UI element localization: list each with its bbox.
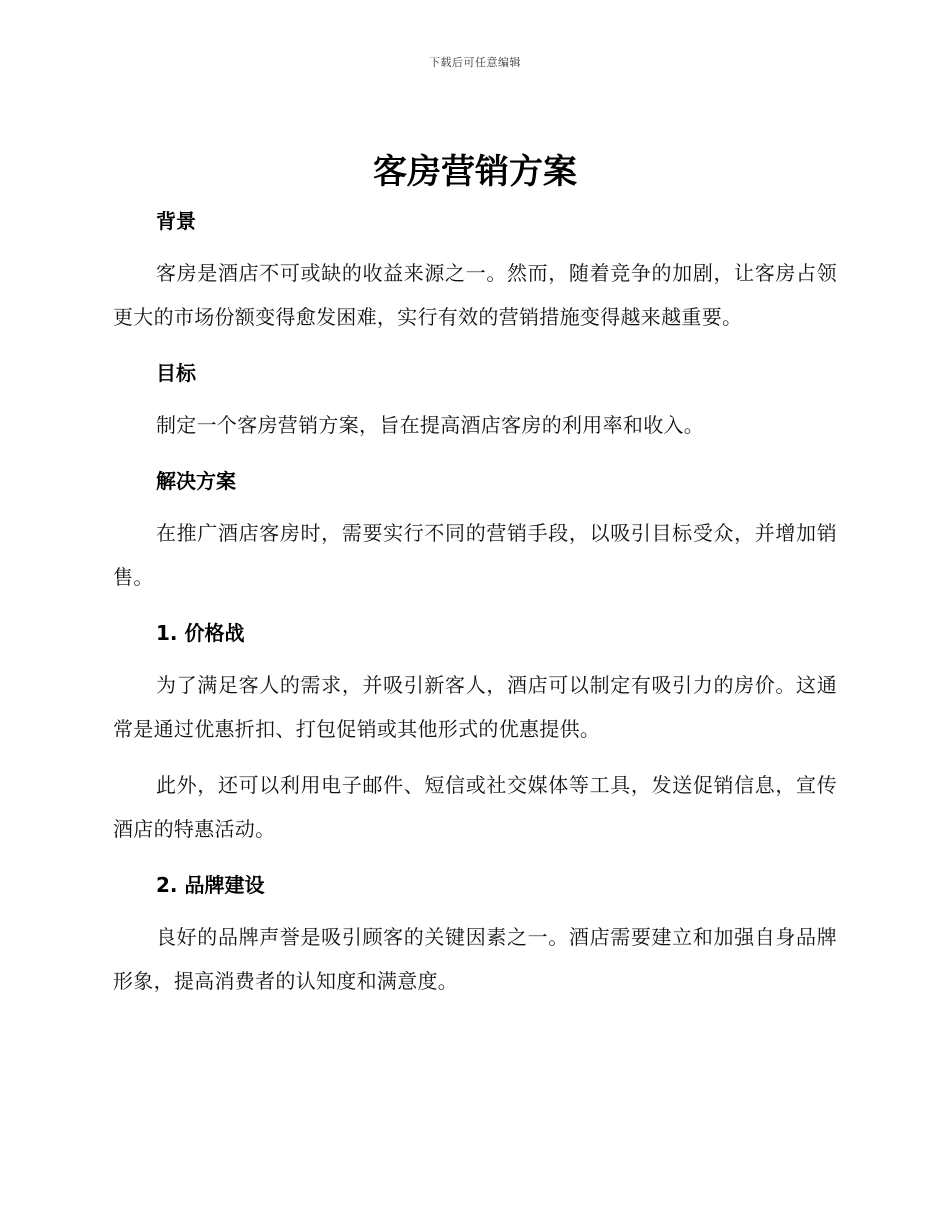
heading-price-war: 1. 价格战 (156, 621, 245, 645)
paragraph-branding: 良好的品牌声誉是吸引顾客的关键因素之一。酒店需要建立和加强自身品牌形象，提高消费者的认知度和满意度。 (113, 925, 837, 993)
paragraph-solution: 在推广酒店客房时，需要实行不同的营销手段，以吸引目标受众，并增加销售。 (113, 521, 837, 589)
heading-branding: 2. 品牌建设 (156, 873, 265, 897)
document-body (113, 203, 837, 1003)
paragraph-background: 客房是酒店不可或缺的收益来源之一。然而，随着竞争的加剧，让客房占领更大的市场份额变得愈发困难，实行有效的营销措施变得越来越重要。 (113, 261, 837, 329)
paragraph-goal: 制定一个客房营销方案，旨在提高酒店客房的利用率和收入。 (156, 413, 705, 437)
heading-background: 背景 (156, 209, 196, 233)
document-title: 客房营销方案 (373, 152, 577, 192)
heading-goal: 目标 (156, 361, 196, 385)
header-note: 下载后可任意编辑 (429, 56, 521, 69)
heading-solution: 解决方案 (156, 469, 236, 493)
paragraph-price-war-1: 为了满足客人的需求，并吸引新客人，酒店可以制定有吸引力的房价。这通常是通过优惠折扣、打包促销或其他形式的优惠提供。 (113, 673, 837, 741)
paragraph-price-war-2: 此外，还可以利用电子邮件、短信或社交媒体等工具，发送促销信息，宣传酒店的特惠活动。 (113, 773, 837, 841)
